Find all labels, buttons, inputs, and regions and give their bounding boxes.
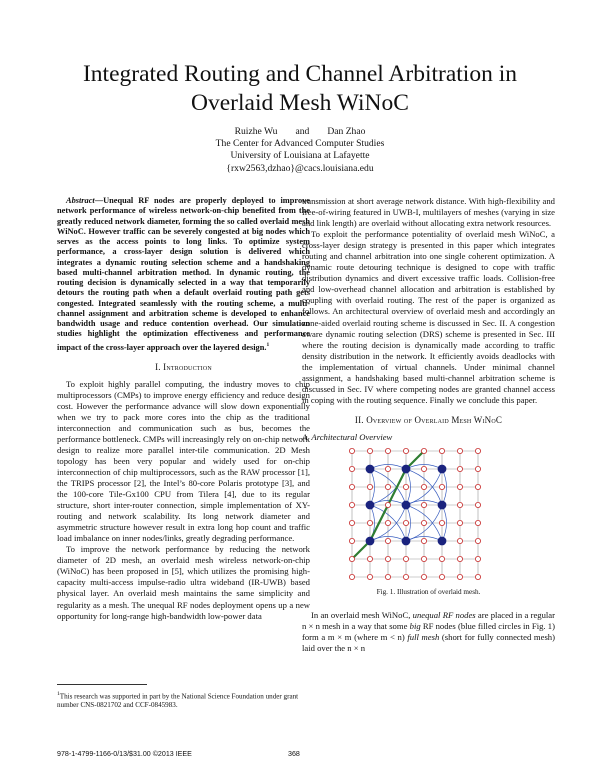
small-rf-node: [403, 520, 408, 525]
small-rf-node: [475, 574, 480, 579]
small-rf-node: [367, 556, 372, 561]
big-rf-node: [366, 501, 374, 509]
affiliation-2: University of Louisiana at Lafayette: [230, 150, 370, 162]
right-paragraph-0: transmission at short average network distance. With high-flexibility and free-of-wiring featured in UWB-I, multilayers of meshes (varying in size and link length) are overlaid without allocating extra network resources.: [302, 196, 555, 229]
small-rf-node: [367, 520, 372, 525]
small-rf-node: [385, 502, 390, 507]
small-rf-node: [457, 520, 462, 525]
abstract-text: —Unequal RF nodes are properly deployed to improve network performance of wireless network-on-chip benefited from the greatly reduced network diameter, forming the so called overlaid mesh WiNoC. However traffic can be severely congested at big nodes which serves as the access points to long links. To optimize system performance, a cross-layer design solution is delivered which integrates a dynamic routing selection scheme and a handshaking based multi-channel arbitration method. In dynamic routing, the routing decision is dynamically selected in a way that temporarily detours the routing path when a default overlaid routing path gets congested. Integrated seamlessly with the routing scheme, a multi-channel assignment and arbitration scheme is developed to enhance bandwidth usage and reduce contention overhead. Our simulation studies highlight the optimization effectiveness and performance impact of the cross-layer approach over the layered design.: [57, 196, 310, 352]
small-rf-node: [421, 520, 426, 525]
small-rf-node: [421, 556, 426, 561]
small-rf-node: [349, 556, 354, 561]
small-rf-node: [349, 448, 354, 453]
small-rf-node: [385, 466, 390, 471]
abstract-label: Abstract: [66, 196, 95, 205]
right-column: [302, 196, 555, 654]
subsection-a-heading: A. Architectural Overview: [302, 431, 393, 442]
small-rf-node: [349, 538, 354, 543]
small-rf-node: [439, 520, 444, 525]
small-rf-node: [349, 574, 354, 579]
paper-title: [40, 60, 560, 118]
small-rf-node: [385, 448, 390, 453]
small-rf-node: [385, 574, 390, 579]
small-rf-node: [439, 448, 444, 453]
small-rf-node: [349, 520, 354, 525]
small-rf-node: [439, 556, 444, 561]
big-rf-node: [402, 501, 410, 509]
footnote-text: This research was supported in part by the National Science Foundation under grant number CNS-0821702 and CCF-0845983.: [57, 692, 299, 710]
small-rf-node: [349, 502, 354, 507]
small-rf-node: [403, 574, 408, 579]
small-rf-node: [403, 556, 408, 561]
small-rf-node: [385, 538, 390, 543]
footer-copyright: 978-1-4799-1166-0/13/$31.00 ©2013 IEEE: [57, 750, 192, 758]
p2-part-d: (short for fully connected mesh) laid over the n × n: [302, 632, 555, 654]
p2-part-b: are placed in a regular n × n mesh in a way that some: [302, 610, 555, 632]
small-rf-node: [403, 448, 408, 453]
intro-paragraph-2: To improve the network performance by reducing the network diameter of 2D mesh, an overlaid mesh wireless network-on-chip (WiNoC) has been proposed in [5], which utilizes the promising high-capacity multi-access impulse-radio ultra wideband (IR-UWB) based physical layer. An overlaid mesh maintains the same simplicity and regularity as a mesh. The unequal RF nodes deployment opens up a new opportunity for long-range high-bandwidth low-power data: [57, 544, 310, 621]
big-rf-node: [438, 501, 446, 509]
footnote-divider: [57, 684, 147, 685]
small-rf-node: [475, 502, 480, 507]
intro-paragraph-1: To exploit highly parallel computing, the industry moves to chip multiprocessors (CMPs) to improve energy efficiency and reduce design cost. However the performance advance will slow down exponentially when we try to pack more cores into the chip as the traditional interconnection and communication such as bus, becomes the performance bottleneck. CMPs will increasingly rely on on-chip network design to realize more parallel inter-tile communication. 2D Mesh topology has been very popular and widely used for on-chip interconnection of chip multiprocessors, such as the RAW processor [1], the TRIPS processor [2], the Intel’s 80-core Polaris prototype [3], and the 100-core Tile-Gx100 CPU from Tilera [4], due to its regular structure, short inter-router connection, simple implementation of XY-routing and network scalability. Its long network diameter and asymmetric structure however result in extra long hop count and traffic load imbalance on inner nodes/links, greatly degrading performance.: [57, 378, 310, 544]
small-rf-node: [439, 484, 444, 489]
footnote-mark: 1: [57, 691, 60, 697]
big-rf-node: [402, 465, 410, 473]
right-paragraph-2: [302, 610, 555, 654]
big-rf-node: [366, 465, 374, 473]
small-rf-node: [385, 520, 390, 525]
small-rf-node: [385, 484, 390, 489]
left-column: [57, 196, 310, 622]
small-rf-node: [421, 538, 426, 543]
small-rf-node: [457, 556, 462, 561]
abstract-footmark: 1: [266, 341, 270, 348]
figure-1-caption: Fig. 1. Illustration of overlaid mesh.: [376, 587, 481, 596]
section-2-heading: II. Overview of Overlaid Mesh WiNoC: [354, 414, 503, 425]
big-rf-node: [402, 537, 410, 545]
small-rf-node: [349, 466, 354, 471]
small-rf-node: [367, 484, 372, 489]
small-rf-node: [403, 484, 408, 489]
small-rf-node: [421, 466, 426, 471]
small-rf-node: [421, 484, 426, 489]
title-line-2: Overlaid Mesh WiNoC: [191, 90, 409, 116]
small-rf-node: [457, 466, 462, 471]
footnote: [57, 690, 310, 710]
p2-part-a: In an overlaid mesh WiNoC,: [311, 610, 413, 621]
small-rf-node: [349, 484, 354, 489]
abstract: [57, 196, 310, 353]
small-rf-node: [475, 484, 480, 489]
small-rf-node: [457, 538, 462, 543]
small-rf-node: [367, 448, 372, 453]
small-rf-node: [367, 574, 372, 579]
section-1-heading: I. Introduction: [155, 361, 212, 372]
small-rf-node: [475, 538, 480, 543]
author-block: [100, 126, 500, 175]
small-rf-node: [475, 556, 480, 561]
footer-page-number: 368: [288, 750, 300, 758]
small-rf-node: [421, 502, 426, 507]
small-rf-node: [385, 556, 390, 561]
small-rf-node: [475, 520, 480, 525]
p2-part-c: RF nodes (blue filled circles in Fig. 1) form a m × m (where m < n): [302, 621, 555, 643]
small-rf-node: [457, 502, 462, 507]
small-rf-node: [457, 448, 462, 453]
author-1: Ruizhe Wu: [234, 126, 278, 137]
right-paragraph-1: To exploit the performance potentiality of overlaid mesh WiNoC, a cross-layer design strategy is presented in this paper which integrates routing and channel arbitration into one single coherent optimization. A dynamic route detouring technique is designed to cope with traffic distribution dynamics and divert excessive traffic loads. Collision-free and low-overhead channel allocation and arbitration is established by coupling with overlaid routing. The rest of the paper is organized as follows. An architectural overview of overlaid mesh and accordingly an zone-aided overlaid routing scheme is discussed in Sec. II. A congestion aware dynamic routing selection (DRS) scheme is presented in Sec. III where the routing decision is dynamically made according to traffic density distribution in the network. It efficiently avoids deadlocks with the implementation of virtual channels. Under minimal channel assignment, a handshaking based multi-channel arbitration scheme is discussed in Sec. IV where competing nodes are granted channel access in coping with the routing sequence. Finally we conclude this paper.: [302, 229, 555, 405]
p2-emph-2: big: [409, 621, 421, 632]
author-2: Dan Zhao: [327, 126, 366, 137]
big-rf-node: [438, 537, 446, 545]
overlaid-mesh-diagram: [302, 445, 555, 583]
affiliation-1: The Center for Advanced Computer Studies: [215, 138, 385, 150]
small-rf-node: [439, 574, 444, 579]
small-rf-node: [421, 574, 426, 579]
small-rf-node: [457, 484, 462, 489]
small-rf-node: [421, 448, 426, 453]
author-names: [100, 126, 500, 138]
figure-1: [302, 445, 555, 583]
p2-emph-1: unequal RF nodes: [412, 610, 476, 621]
small-rf-node: [457, 574, 462, 579]
big-rf-node: [438, 465, 446, 473]
small-rf-node: [475, 448, 480, 453]
big-rf-node: [366, 537, 374, 545]
p2-emph-3: full mesh: [407, 632, 440, 643]
small-rf-node: [475, 466, 480, 471]
author-email: {rxw2563,dzhao}@cacs.louisiana.edu: [226, 162, 374, 174]
author-and: and: [295, 126, 310, 137]
title-line-1: Integrated Routing and Channel Arbitration in: [82, 61, 517, 87]
